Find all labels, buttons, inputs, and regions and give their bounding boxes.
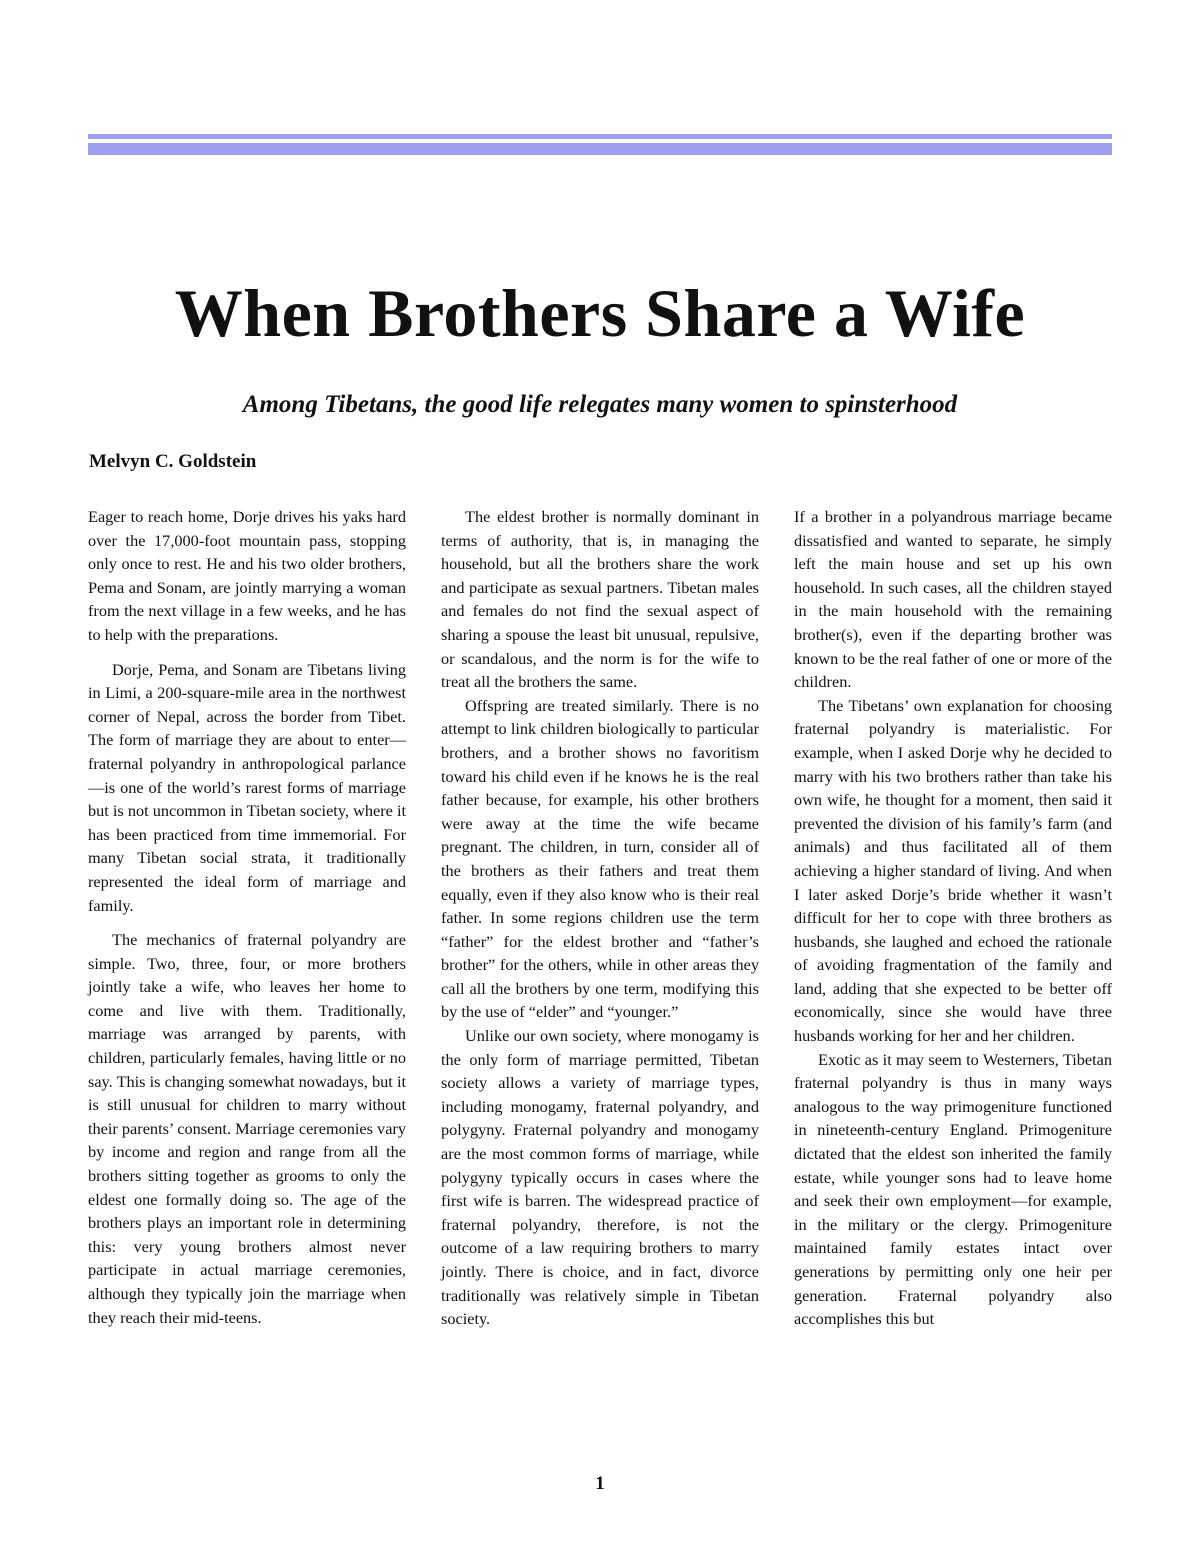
article-title: When Brothers Share a Wife (174, 275, 1026, 351)
paragraph: The eldest brother is normally dominant in terms of authority, that is, in managing the household, but all the brothers share the work and participate as sexual partners. Tibetan males and females do not find the sexual aspect of sharing a spouse the least bit unusual, repulsive, or scandalous, and the norm is for the wife to treat all the brothers the same. (441, 507, 759, 692)
paragraph: If a brother in a polyandrous marriage became dissatisfied and wanted to separate, he simply left the main house and set up his own household. In such cases, all the children stayed in the main household with the remaining brother(s), even if the departing brother was known to be the real father of one or more of the children. (794, 507, 1112, 692)
text-column-2 (441, 505, 759, 1331)
page-number: 1 (595, 1473, 605, 1494)
article-author: Melvyn C. Goldstein (89, 451, 257, 472)
paragraph: The Tibetans’ own explanation for choosing fraternal polyandry is materialistic. For example, when I asked Dorje why he decided to marry with his two brothers rather than take his own wife, he thought for a moment, then said it prevented the division of his family’s farm (and animals) and thus facilitated all of them achieving a higher standard of living. And when I later asked Dorje’s bride whether it wasn’t difficult for her to cope with three brothers as husbands, she laughed and echoed the rationale of avoiding fragmentation of the family and land, adding that she expected to be better off economically, since she would have three husbands working for her and her children. (794, 695, 1112, 1046)
paragraph: The mechanics of fraternal polyandry are simple. Two, three, four, or more brothers jointly take a wife, who leaves her home to come and live with them. Traditionally, marriage was arranged by parents, with children, particularly females, having little or no say. This is changing somewhat nowadays, but it is still unusual for children to marry without their parents’ consent. Marriage ceremonies vary by income and region and range from all the brothers sitting together as grooms to only the eldest one formally doing so. The age of the brothers plays an important role in determining this: very young brothers almost never participate in actual marriage ceremonies, although they typically join the marriage when they reach their mid-teens. (88, 930, 406, 1327)
text-column-1 (88, 505, 406, 1329)
paragraph: Exotic as it may seem to Westerners, Tibetan fraternal polyandry is thus in many ways analogous to the way primogeniture functioned in nineteenth-century England. Primogeniture dictated that the eldest son inherited the family estate, while younger sons had to leave home and seek their own employment—for example, in the military or the clergy. Primogeniture maintained family estates intact over generations by permitting only one heir per generation. Fraternal polyandry also accomplishes this but (794, 1049, 1112, 1329)
header-rule-thick (88, 143, 1112, 155)
article-subtitle: Among Tibetans, the good life relegates many women to spinsterhood (242, 391, 958, 418)
paragraph: Unlike our own society, where monogamy is the only form of marriage permitted, Tibetan society allows a variety of marriage types, including monogamy, fraternal polyandry, and polygyny. Fraternal polyandry and monogamy are the most common forms of marriage, while polygyny typically occurs in cases where the first wife is barren. The widespread practice of fraternal polyandry, therefore, is not the outcome of a law requiring brothers to marry jointly. There is choice, and in fact, divorce traditionally was relatively simple in Tibetan society. (441, 1026, 759, 1329)
paragraph: Offspring are treated similarly. There is no attempt to link children biologically to particular brothers, and a brother shows no favoritism toward his child even if he knows he is the real father because, for example, his other brothers were away at the time the wife became pregnant. The children, in turn, consider all of the brothers as their fathers and treat them equally, even if they also know who is their real father. In some regions children use the term “father” for the eldest brother and “father’s brother” for the others, while in other areas they call all the brothers by one term, modifying this by the use of “elder” and “younger.” (441, 695, 759, 1022)
paragraph: Eager to reach home, Dorje drives his yaks hard over the 17,000-foot mountain pass, stopping only once to rest. He and his two older brothers, Pema and Sonam, are jointly marrying a woman from the next village in a few weeks, and he has to help with the preparations. (88, 507, 406, 644)
paragraph: Dorje, Pema, and Sonam are Tibetans living in Limi, a 200-square-mile area in the northwest corner of Nepal, across the border from Tibet. The form of marriage they are about to enter—fraternal polyandry in anthropological parlance—is one of the world’s rarest forms of marriage but is not uncommon in Tibetan society, where it has been practiced from time immemorial. For many Tibetan social strata, it traditionally represented the ideal form of marriage and family. (88, 659, 406, 915)
text-column-3 (794, 505, 1112, 1331)
header-rule-thin (88, 134, 1112, 139)
